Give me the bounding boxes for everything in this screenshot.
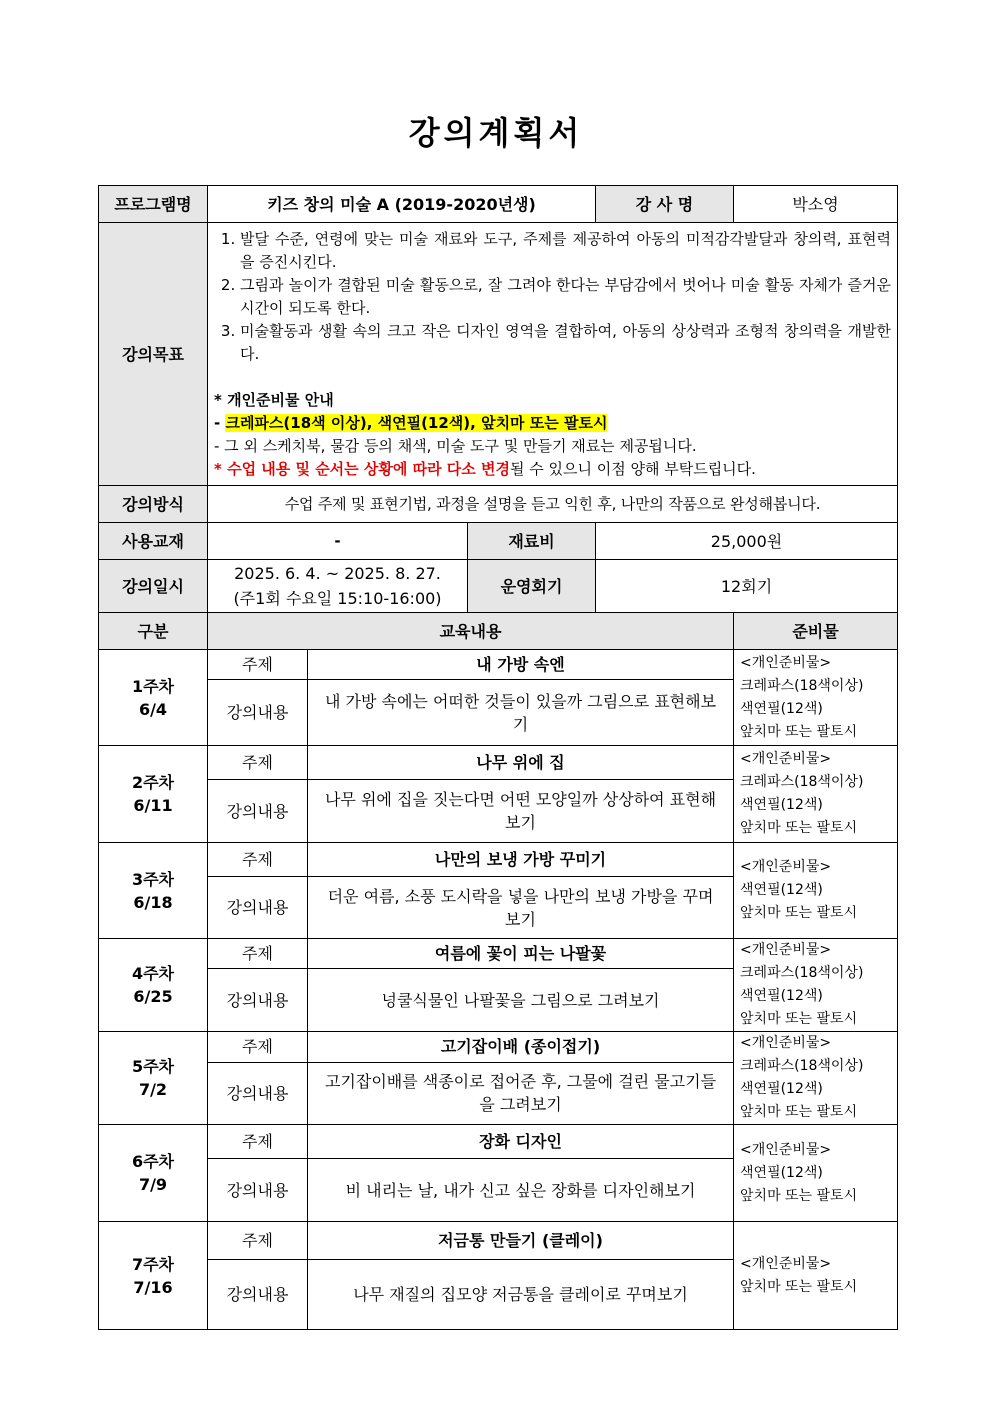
desc-label: 강의내용 — [208, 1260, 308, 1330]
week-cell — [99, 939, 208, 1032]
supplies-highlight: 크레파스(18색 이상), 색연필(12색), 앞치마 또는 팔토시 — [225, 413, 608, 432]
week-topic: 여름에 꽃이 피는 나팔꽃 — [308, 939, 734, 969]
prep-list — [734, 1032, 898, 1125]
prep-item: <개인준비물> — [740, 1255, 832, 1272]
week-topic: 저금통 만들기 (클레이) — [308, 1222, 734, 1260]
week-date: 6/11 — [133, 796, 173, 815]
objective-item: 2. 그림과 놀이가 결합된 미술 활동으로, 잘 그려야 한다는 부담감에서 벗어나 미술 활동 자체가 즐거운 시간이 되도록 한다. — [240, 274, 891, 320]
supplies-note-highlight-line: - 크레파스(18색 이상), 색연필(12색), 앞치마 또는 팔토시 — [214, 413, 608, 432]
supplies-note-other: - 그 외 스케치북, 물감 등의 채색, 미술 도구 및 만들기 재료는 제공됩니다. — [214, 436, 697, 455]
change-warning: * 수업 내용 및 순서는 상황에 따라 다소 변경될 수 있으니 이점 양해 부탁드립니다. — [214, 459, 756, 478]
objectives-label: 강의목표 — [99, 223, 208, 486]
week-topic-row — [99, 1125, 898, 1159]
schedule-time: (주1회 수요일 15:10-16:00) — [233, 589, 442, 608]
week-number: 3주차 — [131, 869, 175, 889]
week-cell — [99, 1125, 208, 1222]
method-label: 강의방식 — [99, 486, 208, 523]
prep-item: <개인준비물> — [740, 654, 832, 671]
prep-item: <개인준비물> — [740, 751, 832, 767]
week-number: 6주차 — [131, 1152, 175, 1171]
prep-list — [734, 939, 898, 1032]
prep-list — [734, 650, 898, 746]
desc-label: 강의내용 — [208, 1159, 308, 1222]
col-prep-header: 준비물 — [734, 613, 898, 650]
program-row — [99, 186, 898, 223]
week-date: 6/25 — [133, 987, 173, 1006]
program-label: 프로그램명 — [99, 186, 208, 223]
week-desc: 내 가방 속에는 어떠한 것들이 있을까 그림으로 표현해보기 — [308, 680, 734, 746]
week-cell — [99, 650, 208, 746]
week-number: 4주차 — [131, 964, 175, 983]
prep-item: <개인준비물> — [740, 942, 832, 958]
prep-item: 색연필(12색) — [740, 700, 823, 717]
desc-label: 강의내용 — [208, 780, 308, 843]
week-topic: 내 가방 속엔 — [308, 650, 734, 680]
week-date: 6/4 — [138, 699, 168, 719]
objective-item: 3. 미술활동과 생활 속의 크고 작은 디자인 영역을 결합하여, 아동의 상상력과 조형적 창의력을 개발한다. — [240, 320, 891, 366]
instructor-label: 강 사 명 — [596, 186, 734, 223]
supplies-note-title: * 개인준비물 안내 — [214, 390, 334, 409]
method-row — [99, 486, 898, 523]
week-topic-row — [99, 939, 898, 969]
week-topic-row — [99, 650, 898, 680]
week-cell — [99, 1222, 208, 1330]
week-topic-row — [99, 1222, 898, 1260]
prep-item: 크레파스(18색이상) — [740, 677, 864, 694]
prep-item: <개인준비물> — [740, 1035, 832, 1051]
prep-list — [734, 1125, 898, 1222]
prep-item: 색연필(12색) — [740, 1081, 823, 1097]
program-value: 키즈 창의 미술 A (2019-2020년생) — [208, 186, 596, 223]
prep-item: 색연필(12색) — [740, 1164, 823, 1181]
col-week-header: 구분 — [99, 613, 208, 650]
topic-label: 주제 — [208, 939, 308, 969]
prep-item: 앞치마 또는 팔토시 — [740, 723, 858, 740]
prep-item: 색연필(12색) — [740, 988, 823, 1004]
week-topic: 나만의 보냉 가방 꾸미기 — [308, 843, 734, 877]
prep-item: 색연필(12색) — [740, 797, 823, 813]
topic-label: 주제 — [208, 746, 308, 780]
topic-label: 주제 — [208, 1032, 308, 1063]
prep-list — [734, 746, 898, 843]
desc-label: 강의내용 — [208, 680, 308, 746]
prep-item: 크레파스(18색이상) — [740, 774, 864, 790]
sessions-value: 12회기 — [596, 560, 898, 613]
topic-label: 주제 — [208, 650, 308, 680]
objectives-content — [208, 223, 898, 486]
week-desc: 더운 여름, 소풍 도시락을 넣을 나만의 보냉 가방을 꾸며보기 — [308, 877, 734, 939]
week-desc: 고기잡이배를 색종이로 접어준 후, 그물에 걸린 물고기들을 그려보기 — [308, 1062, 734, 1124]
schedule-value — [208, 560, 468, 613]
week-number: 7주차 — [131, 1254, 175, 1274]
prep-item: 앞치마 또는 팔토시 — [740, 1011, 858, 1027]
week-date: 7/2 — [138, 1080, 168, 1099]
lecture-plan-table — [98, 185, 898, 1330]
week-desc: 나무 위에 집을 짓는다면 어떤 모양일까 상상하여 표현해보기 — [308, 780, 734, 843]
prep-item: <개인준비물> — [740, 859, 832, 875]
week-topic: 장화 디자인 — [308, 1125, 734, 1159]
desc-label: 강의내용 — [208, 1062, 308, 1124]
week-number: 1주차 — [131, 676, 175, 696]
instructor-value: 박소영 — [734, 186, 898, 223]
schedule-dates: 2025. 6. 4. ~ 2025. 8. 27. — [234, 564, 441, 583]
topic-label: 주제 — [208, 1125, 308, 1159]
prep-item: <개인준비물> — [740, 1141, 832, 1158]
schedule-label: 강의일시 — [99, 560, 208, 613]
week-topic: 고기잡이배 (종이접기) — [308, 1032, 734, 1063]
week-cell — [99, 1032, 208, 1125]
week-date: 6/18 — [133, 892, 173, 912]
prep-list — [734, 1222, 898, 1330]
week-desc: 나무 재질의 집모양 저금통을 클레이로 꾸며보기 — [308, 1260, 734, 1330]
page-title: 강의계획서 — [408, 114, 584, 152]
textbook-label: 사용교재 — [99, 523, 208, 560]
prep-item: 크레파스(18색이상) — [740, 965, 864, 981]
prep-list — [734, 843, 898, 939]
week-date: 7/9 — [138, 1175, 168, 1194]
week-topic-row — [99, 746, 898, 780]
prep-item: 앞치마 또는 팔토시 — [740, 1278, 858, 1295]
prep-item: 앞치마 또는 팔토시 — [740, 905, 858, 921]
sessions-label: 운영회기 — [468, 560, 596, 613]
fee-label: 재료비 — [468, 523, 596, 560]
topic-label: 주제 — [208, 1222, 308, 1260]
fee-value: 25,000원 — [596, 523, 898, 560]
week-desc: 비 내리는 날, 내가 신고 싶은 장화를 디자인해보기 — [308, 1159, 734, 1222]
objectives-list — [214, 228, 891, 366]
topic-label: 주제 — [208, 843, 308, 877]
prep-item: 앞치마 또는 팔토시 — [740, 820, 858, 836]
prep-item: 크레파스(18색이상) — [740, 1058, 864, 1074]
week-desc: 넝쿨식물인 나팔꽃을 그림으로 그려보기 — [308, 969, 734, 1032]
schedule-row — [99, 560, 898, 613]
week-cell — [99, 843, 208, 939]
textbook-row — [99, 523, 898, 560]
textbook-value: - — [208, 523, 468, 560]
prep-item: 색연필(12색) — [740, 882, 823, 898]
objective-item: 1. 발달 수준, 연령에 맞는 미술 재료와 도구, 주제를 제공하여 아동의 미적감각발달과 창의력, 표현력을 증진시킨다. — [240, 228, 891, 274]
week-number: 5주차 — [131, 1057, 175, 1076]
prep-item: 앞치마 또는 팔토시 — [740, 1104, 858, 1120]
week-topic-row — [99, 843, 898, 877]
objectives-row — [99, 223, 898, 486]
week-date: 7/16 — [133, 1277, 173, 1297]
week-topic-row — [99, 1032, 898, 1063]
week-cell — [99, 746, 208, 843]
prep-item: 앞치마 또는 팔토시 — [740, 1187, 858, 1204]
desc-label: 강의내용 — [208, 969, 308, 1032]
week-topic: 나무 위에 집 — [308, 746, 734, 780]
method-value: 수업 주제 및 표현기법, 과정을 설명을 듣고 익힌 후, 나만의 작품으로 완성해봅니다. — [208, 486, 898, 523]
week-number: 2주차 — [131, 773, 175, 792]
column-header-row — [99, 613, 898, 650]
col-content-header: 교육내용 — [208, 613, 734, 650]
desc-label: 강의내용 — [208, 877, 308, 939]
change-warning-red: 수업 내용 및 순서는 상황에 따라 다소 변경 — [227, 459, 510, 478]
